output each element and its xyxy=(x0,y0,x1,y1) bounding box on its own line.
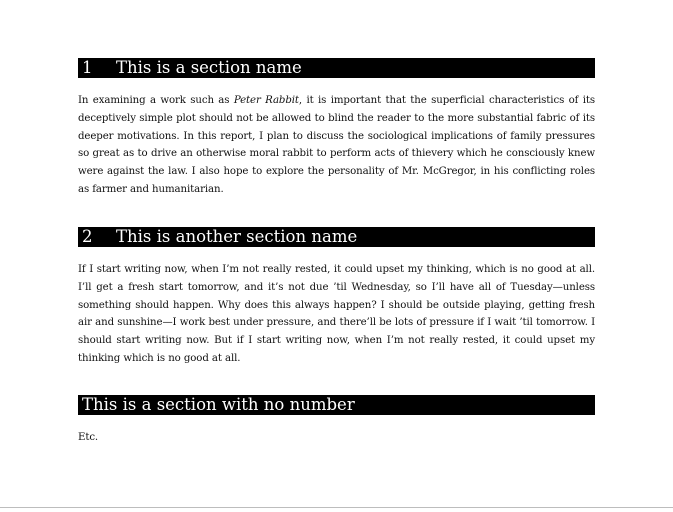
section-1-body xyxy=(78,92,595,199)
section-1-heading xyxy=(78,58,595,78)
section-2-body: If I start writing now, when I’m not really rested, it could upset my thinking, which is no good at all. I’ll get a fresh start tomorrow, and it’s not due ’til Wednesday, so I’ll have all of Tuesday—unless something should happen. Why does this always happen? I should be outside playing, getting fresh air and sunshine—I work best under pressure, and there’ll be lots of pressure if I wait ’til tomorrow. I should start writing now. But if I start writing now, when I’m not really rested, it could upset my thinking which is no good at all. xyxy=(78,264,595,364)
section-1-body-text-start: In examining a work such as xyxy=(78,95,234,106)
section-3-heading xyxy=(78,395,595,415)
section-1-title: This is a section name xyxy=(116,58,302,77)
section-1-number: 1 xyxy=(82,58,93,77)
book-title-italic: Peter Rabbit xyxy=(233,95,299,106)
section-3-title: This is a section with no number xyxy=(82,395,355,414)
section-3-body: Etc. xyxy=(78,432,99,443)
section-2-heading xyxy=(78,227,595,247)
section-2-number: 2 xyxy=(82,227,93,246)
section-2-title: This is another section name xyxy=(116,227,358,246)
section-1-body-text-end: , it is important that the superficial characteristics of its deceptively simple plot should not be allowed to blind the reader to the more substantial fabric of its deeper motivations. In this report, I plan to discuss the sociological implications of family pressures so great as to drive an otherwise moral rabbit to perform acts of thievery which he consciously knew were against the law. I also hope to explore the personality of Mr. McGregor, in his conflicting roles as farmer and humanitarian. xyxy=(78,95,595,195)
page-bottom-edge xyxy=(0,507,673,508)
